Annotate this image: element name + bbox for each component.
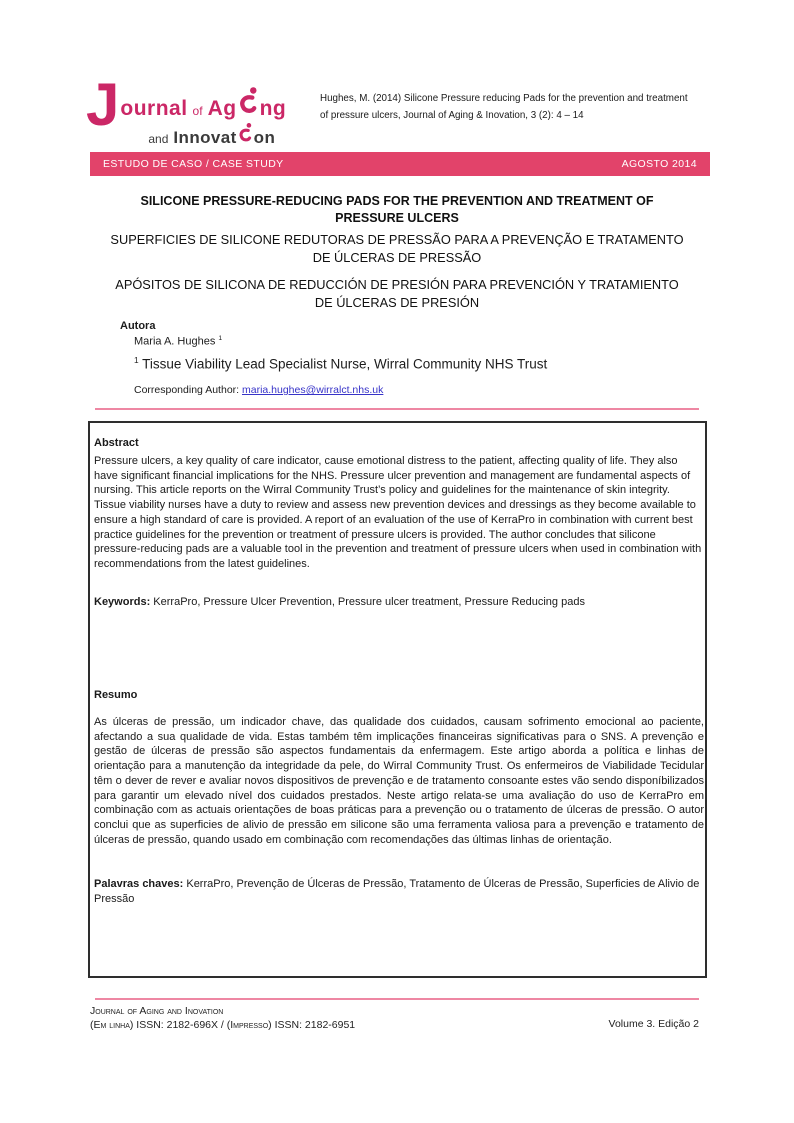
- logo-word-journal: ournal: [120, 97, 188, 120]
- abstract-heading: Abstract: [94, 437, 139, 449]
- author-heading: Autora: [120, 320, 156, 332]
- title-portuguese-line2: DE ÚLCERAS DE PRESSÃO: [312, 250, 482, 265]
- title-portuguese-line1: SUPERFICIES DE SILICONE REDUTORAS DE PRESSÃO PARA A PREVENÇÃO E TRATAMENTO: [110, 232, 684, 247]
- keywords-line: [94, 595, 704, 610]
- title-english-line2: PRESSURE ULCERS: [335, 211, 459, 225]
- citation-line-2: of pressure ulcers, Journal of Aging & Inovation, 3 (2): 4 – 14: [320, 110, 584, 121]
- logo-word-on: on: [253, 128, 276, 147]
- resumo-body: As úlceras de pressão, um indicador chave, das qualidade dos cuidados, causam sofrimento emocional ao paciente, afectando a sua qualidade de vida. Estas também têm implicações financeiras significativas para o SNS. A prevenção e gestão de úlceras de pressão são aspectos fundamentais da enfermagem. Este artigo aborda a política e linhas de orientação para a manutenção da integridade da pele, do Wirral Community Trust. Os enfermeiros de Viabilidade Tecidular têm o dever de rever e avaliar novos dispositivos de prevenção e de tratamento consoante estes vão sendo disponíbilizados para garantir um elevado nível dos cuidados prestados. Neste artigo relata-se uma avaliação do uso de KerraPro em combinação com as actuais orientações de boas práticas para a prevenção ou o tratamento de úlceras de pressão. O autor conclui que as superficies de alivio de pressão em silicone são uma ferramenta valiosa para a prevenção e tratamento de úlceras de pressão, quando usado em combinação com recomendações das últimas linhas de orientação.: [94, 716, 704, 846]
- palavras-chaves-text: KerraPro, Prevenção de Úlceras de Pressão, Tratamento de Úlceras de Pressão, Superficies de Alivio de Pressão: [94, 878, 700, 905]
- logo-word-and: and: [148, 132, 169, 146]
- footer-journal-info: [90, 1004, 355, 1032]
- logo-letter-j: J: [86, 71, 118, 138]
- title-spanish-line2: DE ÚLCERAS DE PRESIÓN: [314, 295, 480, 310]
- palavras-chaves-label: Palavras chaves:: [94, 878, 184, 890]
- logo-person-icon-small: [238, 122, 253, 143]
- banner-section-label: ESTUDO DE CASO / CASE STUDY: [103, 158, 284, 170]
- keywords-text: KerraPro, Pressure Ulcer Prevention, Pressure ulcer treatment, Pressure Reducing pads: [150, 596, 585, 608]
- footer-journal-name: Journal of Aging and Inovation: [90, 1005, 224, 1017]
- title-english: [87, 193, 707, 227]
- author-name: [134, 335, 222, 348]
- footer-issn-line: (Em linha) ISSN: 2182-696X / (Impresso) ISSN: 2182-6951: [90, 1019, 356, 1031]
- corresponding-email-link[interactable]: maria.hughes@wirralct.nhs.uk: [241, 384, 384, 396]
- palavras-chaves-line: [94, 877, 704, 906]
- footer-volume: Volume 3. Edição 2: [608, 1018, 699, 1030]
- affiliation-superscript: 1: [134, 355, 139, 365]
- divider-rule-top: [95, 408, 699, 410]
- keywords-label: Keywords:: [94, 596, 151, 608]
- logo-word-innovat: Innovat: [173, 128, 237, 147]
- logo-word-ng: ng: [259, 97, 287, 120]
- logo-word-of: of: [192, 104, 203, 118]
- corresponding-author: [134, 384, 383, 396]
- citation: [320, 90, 722, 124]
- author-name-text: Maria A. Hughes: [134, 335, 219, 348]
- logo-word-ag: Ag: [207, 97, 237, 120]
- journal-logo: [86, 71, 287, 148]
- divider-rule-footer: [95, 998, 699, 1000]
- title-portuguese: [87, 231, 707, 267]
- author-affiliation: [134, 355, 547, 372]
- logo-person-icon: [238, 86, 259, 115]
- author-superscript: 1: [218, 335, 223, 342]
- banner-date-label: AGOSTO 2014: [621, 158, 697, 170]
- resumo-heading: Resumo: [94, 689, 138, 701]
- abstract-box: [88, 421, 707, 978]
- title-spanish: [87, 276, 707, 312]
- section-banner: [90, 152, 710, 176]
- citation-line-1: Hughes, M. (2014) Silicone Pressure reducing Pads for the prevention and treatment: [320, 93, 688, 104]
- title-spanish-line1: APÓSITOS DE SILICONA DE REDUCCIÓN DE PRESIÓN PARA PREVENCIÓN Y TRATAMIENTO: [115, 277, 679, 292]
- corresponding-label: Corresponding Author:: [134, 384, 242, 396]
- title-english-line1: SILICONE PRESSURE-REDUCING PADS FOR THE PREVENTION AND TREATMENT OF: [140, 194, 654, 208]
- abstract-body: Pressure ulcers, a key quality of care indicator, cause emotional distress to the patient, affecting quality of life. They also have significant financial implications for the NHS. Pressure ulcer prevention and management are fundamental aspects of nursing. This article reports on the Wirral Community Trust’s policy and guidelines for the maintenance of skin integrity. Tissue viability nurses have a duty to review and assess new prevention devices and dressings as they become available to ensure a high standard of care is provided. A report of an evaluation of the use of KerraPro in combination with current best practice guidelines for the prevention or treatment of pressure ulcers is provided. The author concludes that silicone pressure-reducing pads are a valuable tool in the prevention and treatment of pressure ulcers when used in combination with recommendations from the latest guidelines.: [94, 455, 702, 570]
- affiliation-text: Tissue Viability Lead Specialist Nurse, Wirral Community NHS Trust: [138, 356, 548, 372]
